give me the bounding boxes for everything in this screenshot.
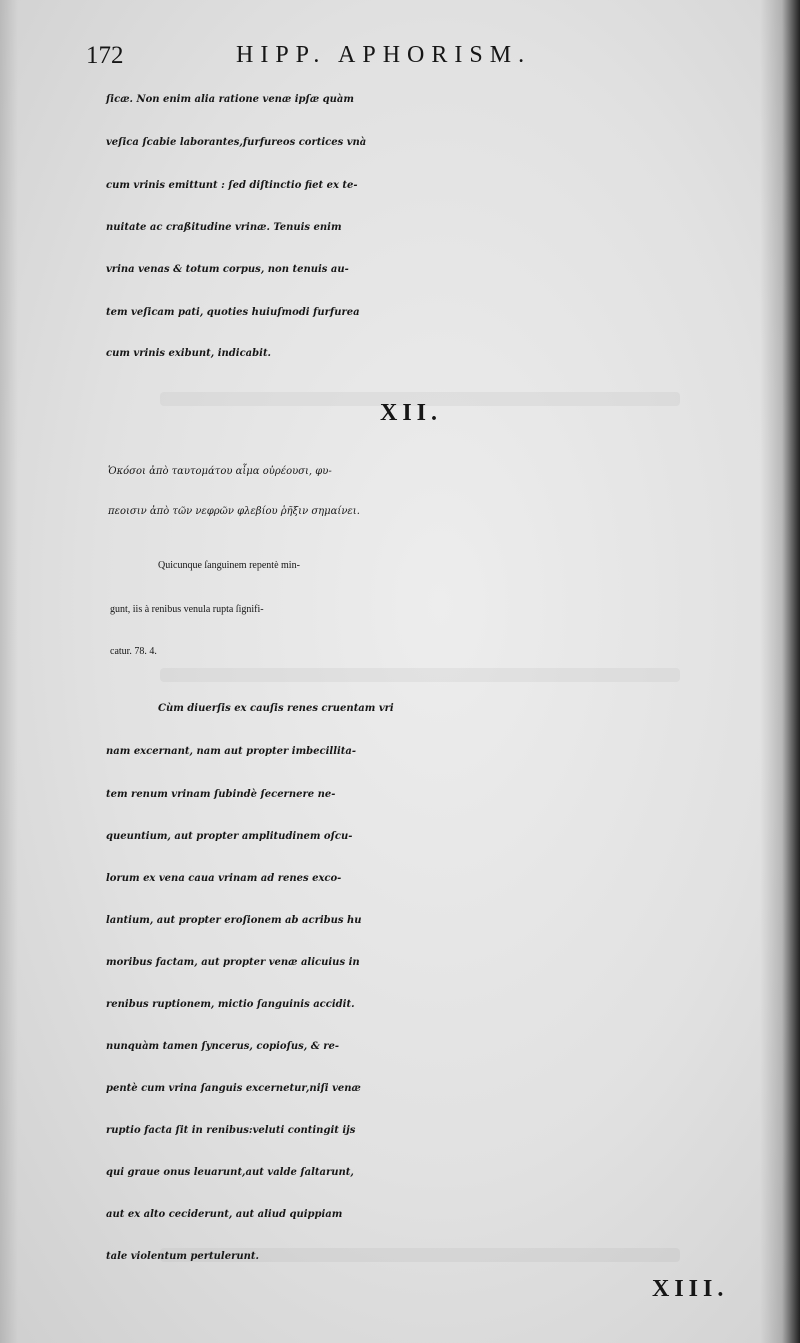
catchword: XIII. — [652, 1276, 729, 1302]
latin-line: gunt, iis à renibus venula rupta ſignifi- — [110, 604, 264, 615]
latin-line: catur. 78. 4. — [110, 646, 157, 657]
text-line: queuntium, aut propter amplitudinem oſcu- — [106, 831, 353, 842]
text-line: cum vrinis emittunt : ſed diſtinctio fiet ex te- — [106, 180, 358, 191]
text-line: vrina venas & totum corpus, non tenuis au- — [106, 264, 349, 275]
text-line: nuitate ac craßitudine vrinæ. Tenuis enim — [106, 222, 342, 233]
page-edge-shadow — [0, 0, 18, 1343]
text-line: renibus ruptionem, mictio ſanguinis accidit. — [106, 999, 355, 1010]
text-line: ſicæ. Non enim alia ratione venæ ipſæ quàm — [106, 94, 354, 105]
text-line: aut ex alto ceciderunt, aut aliud quippiam — [106, 1209, 343, 1220]
running-head: HIPP. APHORISM. — [236, 42, 532, 68]
text-line: lantium, aut propter eroſionem ab acribus hu — [106, 915, 362, 926]
text-line: veſica ſcabie laborantes,furfureos cortices vnà — [106, 137, 367, 148]
binding-gutter-shadow — [760, 0, 800, 1343]
text-line: Cùm diuerſis ex cauſis renes cruentam vri — [158, 703, 394, 714]
greek-line: πεοισιν ἀπὸ τῶν νεφρῶν φλεβίου ῥῆξιν σημαίνει. — [108, 506, 360, 517]
page-number: 172 — [86, 42, 124, 69]
text-line: qui graue onus leuarunt,aut valde ſaltarunt, — [106, 1167, 354, 1178]
latin-line: Quicunque ſanguinem repentè min- — [158, 560, 300, 571]
text-line: nam excernant, nam aut propter imbecillita- — [106, 746, 357, 757]
text-line: ruptio facta ſit in renibus:veluti contingit ijs — [106, 1125, 356, 1136]
text-line: cum vrinis exibunt, indicabit. — [106, 348, 272, 359]
text-line: pentè cum vrina ſanguis excernetur,niſi venæ — [106, 1083, 361, 1094]
text-line: tale violentum pertulerunt. — [106, 1251, 259, 1262]
page-header — [86, 42, 746, 82]
text-line: tem renum vrinam ſubindè ſecernere ne- — [106, 789, 336, 800]
text-line: moribus factam, aut propter venæ alicuius in — [106, 957, 360, 968]
text-line: lorum ex vena caua vrinam ad renes exco- — [106, 873, 342, 884]
greek-line: Ὁκόσοι ἀπὸ ταυτομάτου αἷμα οὐρέουσι, φυ- — [108, 466, 332, 477]
text-line: nunquàm tamen ſyncerus, copioſus, & re- — [106, 1041, 340, 1052]
text-line: tem veſicam pati, quoties huiuſmodi furfurea — [106, 307, 360, 318]
aphorism-number: XII. — [380, 400, 443, 426]
